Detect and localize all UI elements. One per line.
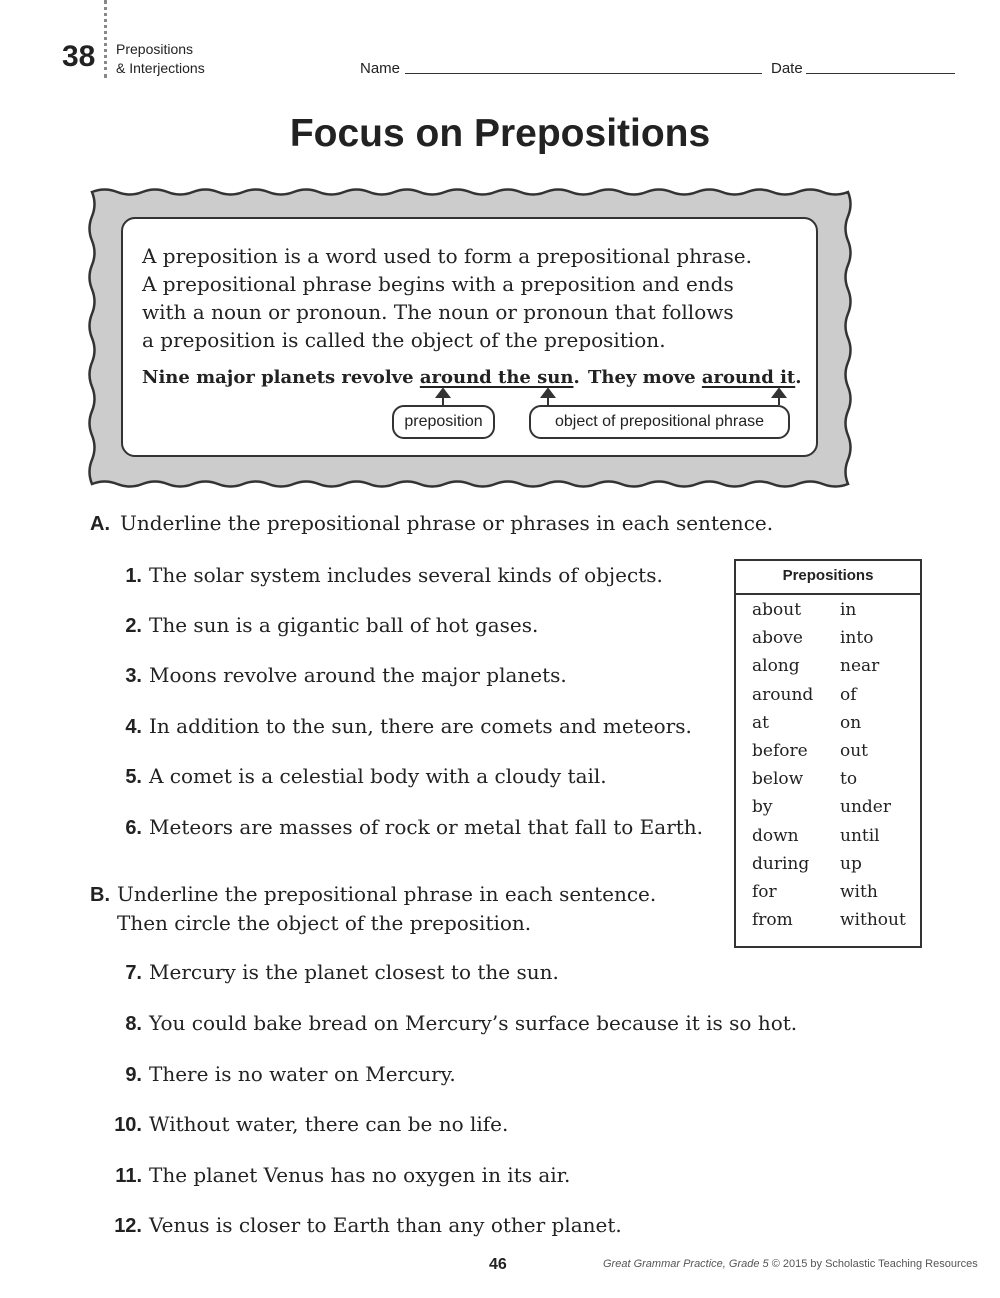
object-label: object of prepositional phrase <box>529 405 790 439</box>
question-number: 5. <box>125 766 142 788</box>
question-number: 2. <box>125 615 142 637</box>
chapter-title-line1: Prepositions <box>116 41 194 57</box>
question-text[interactable]: Moons revolve around the major planets. <box>149 663 567 687</box>
question-text[interactable]: Meteors are masses of rock or metal that fall to Earth. <box>149 815 704 839</box>
footer-book-title: Great Grammar Practice, Grade 5 <box>603 1258 769 1270</box>
definition-line-1: A preposition is a word used to form a prepositional phrase. <box>142 244 752 268</box>
question-text[interactable]: In addition to the sun, there are comets and meteors. <box>149 714 692 738</box>
definition-line-2: A prepositional phrase begins with a preposition and ends <box>142 272 734 296</box>
object-arrow-icon-2 <box>773 389 785 397</box>
preposition-word: along <box>752 656 800 676</box>
section-b-instruction-line1: Underline the prepositional phrase in each sentence. <box>117 882 657 906</box>
footer-credit <box>603 1258 978 1270</box>
chapter-title-line2: & Interjections <box>116 60 205 76</box>
definition-line-4: a preposition is called the object of the preposition. <box>142 328 666 352</box>
prepositions-header-divider <box>734 593 922 595</box>
question-text[interactable]: A comet is a celestial body with a cloudy tail. <box>149 764 607 788</box>
preposition-word: of <box>840 685 857 705</box>
question-number: 10. <box>114 1114 142 1136</box>
preposition-word: by <box>752 797 773 817</box>
preposition-word: about <box>752 600 802 620</box>
question-number: 3. <box>125 665 142 687</box>
date-label: Date <box>771 60 803 77</box>
example1-after: . <box>573 367 580 388</box>
preposition-word: until <box>840 826 880 846</box>
question-number: 12. <box>114 1215 142 1237</box>
preposition-word: out <box>840 741 869 761</box>
footer-copyright: © 2015 by Scholastic Teaching Resources <box>768 1258 978 1270</box>
question-number: 7. <box>125 962 142 984</box>
example2-phrase: around it <box>701 367 796 388</box>
question-text[interactable]: Mercury is the planet closest to the sun. <box>149 960 559 984</box>
question-text[interactable]: There is no water on Mercury. <box>149 1062 456 1086</box>
question-text[interactable]: The planet Venus has no oxygen in its air. <box>149 1163 571 1187</box>
page-number: 38 <box>62 40 96 73</box>
footer-page-number: 46 <box>489 1256 507 1273</box>
preposition-word: above <box>752 628 803 648</box>
preposition-arrow-icon <box>437 389 449 397</box>
preposition-word: under <box>840 797 891 817</box>
preposition-word: at <box>752 713 769 733</box>
question-text[interactable]: The sun is a gigantic ball of hot gases. <box>149 613 539 637</box>
prepositions-title: Prepositions <box>782 567 874 584</box>
preposition-word: from <box>752 910 793 930</box>
question-number: 8. <box>125 1013 142 1035</box>
example1-before: Nine major planets revolve <box>142 367 420 388</box>
preposition-word: below <box>752 769 804 789</box>
question-number: 1. <box>125 565 142 587</box>
page-title: Focus on Prepositions <box>289 112 711 155</box>
preposition-word: into <box>840 628 874 648</box>
object-arrow-icon-1 <box>542 389 554 397</box>
example2-after: . <box>795 367 802 388</box>
question-number: 4. <box>125 716 142 738</box>
question-text[interactable]: Without water, there can be no life. <box>149 1112 509 1136</box>
section-a-instruction: Underline the prepositional phrase or phrases in each sentence. <box>120 511 774 535</box>
preposition-word: to <box>840 769 858 789</box>
example2-before: They move <box>588 367 702 388</box>
preposition-word: down <box>752 826 799 846</box>
preposition-word: without <box>840 910 906 930</box>
section-b-instruction-line2: Then circle the object of the preposition. <box>117 911 532 935</box>
section-b-letter: B. <box>90 884 110 906</box>
preposition-word: up <box>840 854 862 874</box>
question-number: 9. <box>125 1064 142 1086</box>
question-text[interactable]: Venus is closer to Earth than any other planet. <box>149 1213 622 1237</box>
preposition-word: in <box>840 600 857 620</box>
definition-line-3: with a noun or pronoun. The noun or pronoun that follows <box>142 300 734 324</box>
section-a-letter: A. <box>90 513 110 535</box>
preposition-word: with <box>840 882 878 902</box>
name-label: Name <box>360 60 401 77</box>
question-text[interactable]: You could bake bread on Mercury’s surface because it is so hot. <box>149 1011 798 1035</box>
example1-phrase: around the sun <box>419 367 574 388</box>
preposition-label: preposition <box>392 405 495 439</box>
preposition-word: during <box>752 854 810 874</box>
preposition-word: on <box>840 713 862 733</box>
preposition-word: near <box>840 656 880 676</box>
question-text[interactable]: The solar system includes several kinds of objects. <box>149 563 663 587</box>
preposition-word: around <box>752 685 814 705</box>
question-number: 6. <box>125 817 142 839</box>
example-arrows <box>0 0 1000 460</box>
question-number: 11. <box>115 1165 142 1187</box>
preposition-word: before <box>752 741 808 761</box>
preposition-word: for <box>752 882 777 902</box>
